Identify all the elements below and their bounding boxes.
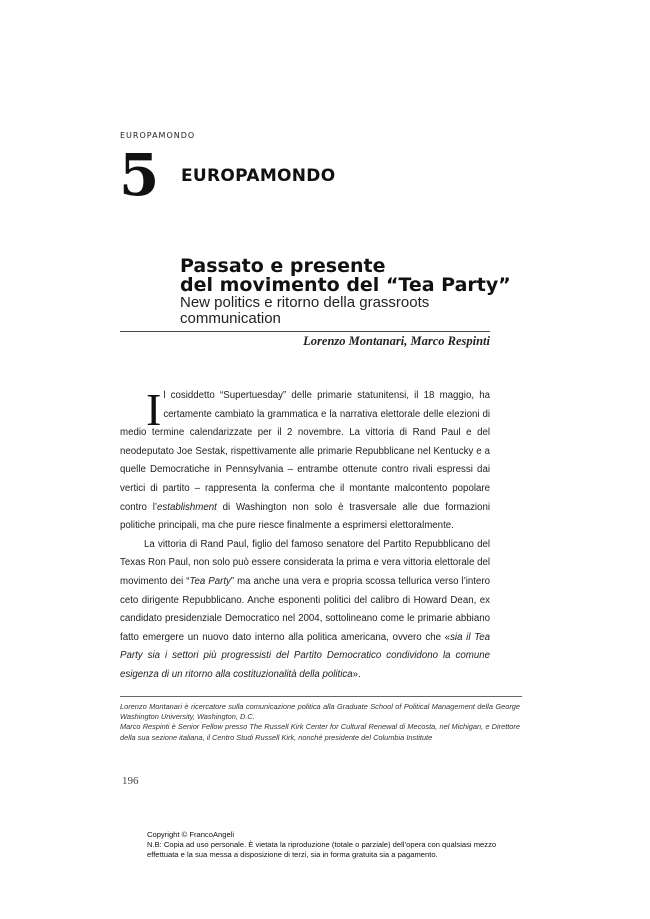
article-title-line: Passato e presente [180,255,386,277]
article-subtitle-line: communication [180,310,281,327]
title-divider [120,331,490,332]
copyright-line: N.B: Copia ad uso personale. È vietata la riproduzione (totale o parziale) dell’opera con qualsiasi mezzo [147,840,497,849]
body-paragraph [120,536,490,685]
body-text-run: l cosiddetto “Supertuesday” delle primarie statunitensi, il 18 maggio, ha certamente cambiato la grammatica e la narrativa elettorale delle elezioni di medio termine calendarizzate per il 2 novembre. La vittoria di Rand Paul e del neodeputato Joe Sestak, rispettivamente alle primarie Repubblicane nel Kentucky e a quelle Democratiche in Pennsylvania – entrambe ottenute contro rivali espressi dai vertici di partito – rappresenta la conferma che il montante malcontento popolare contro l’ [120,390,490,513]
drop-cap: I [146,384,162,435]
article-title-line: del movimento del “Tea Party” [180,274,511,296]
page-number: 196 [122,775,139,787]
article-title [180,257,520,295]
copyright-line: effettuata e la sua messa a disposizione di terzi, sia in forma gratuita sia a pagamento. [147,850,438,859]
body-text-italic: establishment [157,501,217,513]
body-text-run: La vittoria di Rand Paul, figlio del famoso senatore del Partito Repubblicano del Texas Ron Paul, non solo può essere considerata la prima e vera vittoria elettorale del movimento dei “ [120,538,490,587]
chapter-number: 5 [119,141,160,209]
footnotes [120,702,520,743]
running-head: EUROPAMONDO [120,131,196,140]
copyright-notice [147,830,496,860]
footnote: Marco Respinti è Senior Fellow presso The Russell Kirk Center for Cultural Renewal di Mecosta, nel Michigan, e Direttore della sua sezione italiana, il Centro Studi Russell Kirk, nonché presidente del Columbia Institute [120,722,520,742]
footnote-divider [120,696,522,697]
body-text-run: ». [352,668,361,680]
section-title: EUROPAMONDO [181,166,336,186]
article-subtitle [180,295,510,327]
copyright-line: Copyright © FrancoAngeli [147,830,235,839]
article-body [120,384,491,685]
article-authors: Lorenzo Montanari, Marco Respinti [303,334,490,348]
body-text-italic: sia il Tea Party sia i settori più progressisti del Partito Democratico condividono la comune esigenza di un ritorno alla costituzionalità della politica [120,631,491,680]
body-text-italic: Tea Party [189,575,231,587]
body-paragraph [120,384,490,536]
footnote: Lorenzo Montanari è ricercatore sulla comunicazione politica alla Graduate School of Political Management della George Washington University, Washington, D.C. [120,702,520,722]
article-subtitle-line: New politics e ritorno della grassroots [180,294,430,311]
body-text-run: di Washington non solo è trasversale alle due formazioni politiche principali, ma che pure riesce finalmente a esprimersi elettoralmente. [120,501,490,532]
body-text-run: ” ma anche una vera e propria scossa tellurica verso l’intero ceto dirigente Repubblicano. Anche esponenti politici del calibro di Howard Dean, ex candidato presidenziale Democratico nel 2004, sottolineano come le primarie abbiano fatto emergere un nuovo dato interno alla politica americana, ovvero che « [120,575,490,643]
